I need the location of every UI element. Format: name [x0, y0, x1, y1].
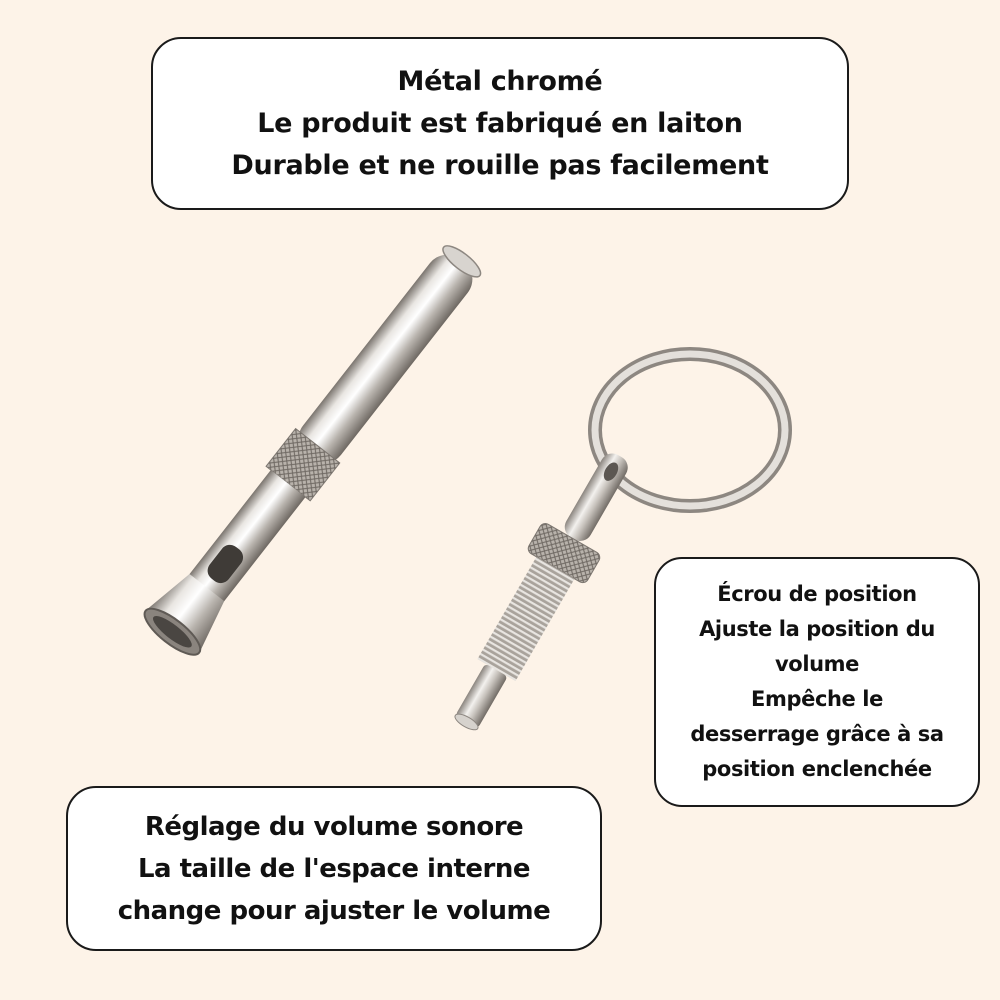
callout-volume-line-2: La taille de l'espace interne — [137, 853, 531, 884]
callout-material-line-3: Durable et ne rouille pas facilement — [231, 149, 769, 181]
callout-volume — [66, 786, 602, 951]
callout-nut-line-3: volume — [775, 652, 859, 676]
callout-volume-line-1: Réglage du volume sonore — [144, 811, 524, 842]
callout-material — [151, 37, 849, 210]
keyring-icon — [595, 354, 785, 506]
callout-nut-line-2: Ajuste la position du — [699, 617, 935, 641]
whistle-tube-icon — [138, 234, 493, 662]
callout-nut-line-1: Écrou de position — [717, 582, 917, 606]
callout-material-line-2: Le produit est fabriqué en laiton — [257, 107, 743, 139]
callout-volume-line-3: change pour ajuster le volume — [117, 895, 551, 926]
callout-nut-line-6: position enclenchée — [702, 757, 932, 781]
callout-nut-line-4: Empêche le — [751, 687, 883, 711]
callout-nut-line-5: desserrage grâce à sa — [690, 722, 944, 746]
callout-material-line-1: Métal chromé — [397, 65, 603, 97]
callout-position-nut — [654, 557, 980, 807]
threaded-pin-keyring-icon — [435, 439, 650, 743]
